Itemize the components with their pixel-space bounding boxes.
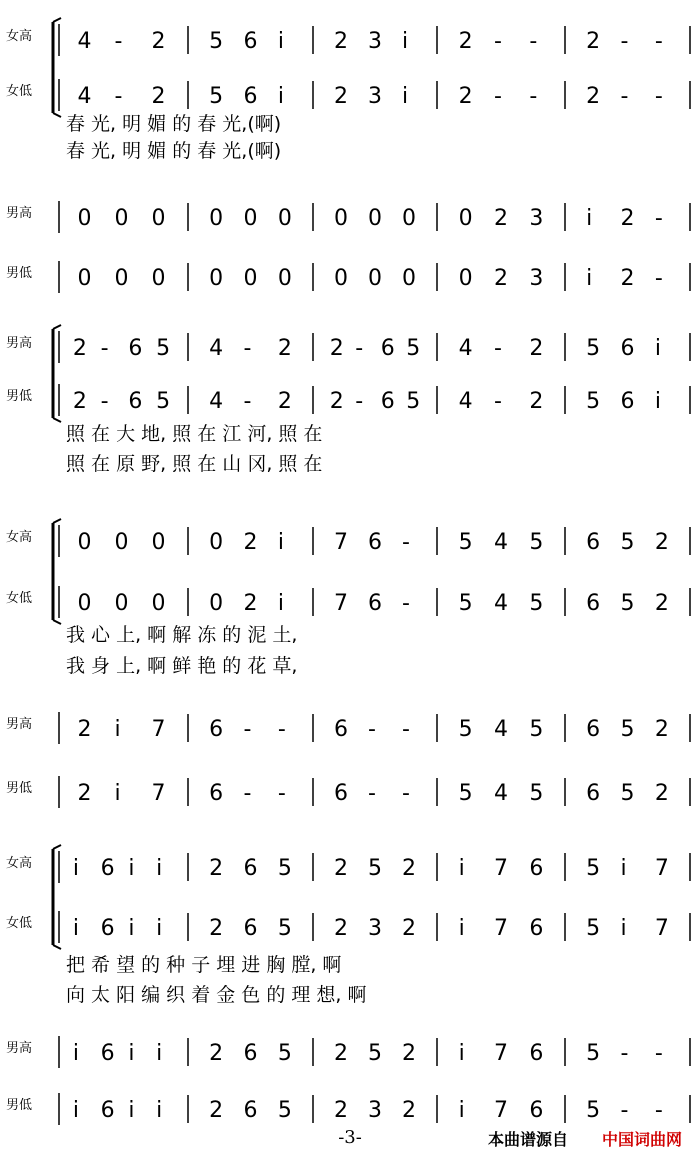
note: 2 [654, 530, 669, 555]
note: 2 [151, 29, 166, 54]
note: 6 [368, 530, 382, 555]
note: i [620, 856, 627, 881]
note: 6 [529, 856, 544, 881]
note: - [277, 717, 286, 742]
note: 6 [334, 717, 348, 742]
note: 3 [368, 29, 382, 54]
lyric-line: 把 希 望 的 种 子 埋 进 胸 膛, 啊 [66, 954, 342, 976]
note: 5 [586, 1098, 601, 1123]
note: 6 [586, 591, 601, 616]
note: - [654, 29, 663, 54]
note: i [277, 530, 284, 555]
note: 2 [72, 389, 87, 414]
note: 5 [620, 781, 635, 806]
note: 6 [209, 781, 224, 806]
note: 6 [128, 336, 143, 361]
system-bracket-bottom [53, 945, 61, 949]
note: - [243, 336, 252, 361]
note: - [402, 717, 410, 742]
note: 0 [277, 266, 292, 291]
note: - [529, 84, 538, 109]
note: 5 [277, 1098, 292, 1123]
system-bracket-top [53, 18, 61, 22]
note: 7 [494, 916, 508, 941]
note: - [368, 781, 376, 806]
note: 6 [209, 717, 224, 742]
note: 5 [277, 856, 292, 881]
note: 5 [156, 389, 171, 414]
note: - [620, 84, 629, 109]
note: 5 [368, 856, 382, 881]
note: 3 [368, 84, 382, 109]
note: 2 [654, 591, 669, 616]
note: 2 [209, 916, 224, 941]
note: 5 [529, 530, 544, 555]
note: - [494, 84, 502, 109]
note: i [654, 389, 661, 414]
note: 7 [334, 591, 348, 616]
footer-source-text: 本曲谱源自 [488, 1130, 569, 1149]
note: 2 [243, 530, 258, 555]
note: 6 [243, 29, 258, 54]
note: 2 [334, 916, 348, 941]
note: 2 [334, 84, 348, 109]
note: 4 [494, 717, 508, 742]
note: 5 [406, 389, 421, 414]
note: 6 [529, 916, 544, 941]
note: 0 [402, 206, 416, 231]
note: 5 [458, 717, 473, 742]
note: 6 [586, 717, 601, 742]
note: 6 [620, 389, 635, 414]
note: - [654, 84, 663, 109]
note: i [72, 916, 79, 941]
note: 6 [529, 1098, 544, 1123]
note: i [128, 1098, 135, 1123]
note: i [114, 717, 121, 742]
note: 2 [402, 1041, 416, 1066]
note: 2 [494, 206, 508, 231]
note: 2 [243, 591, 258, 616]
note: 6 [334, 781, 348, 806]
note: 2 [529, 336, 544, 361]
note: 2 [329, 336, 344, 361]
note: - [368, 717, 376, 742]
note: 6 [243, 84, 258, 109]
note: - [100, 389, 109, 414]
note: i [458, 1041, 465, 1066]
note: 2 [334, 29, 348, 54]
note: 0 [151, 591, 166, 616]
lyric-line: 照 在 大 地, 照 在 江 河, 照 在 [66, 423, 323, 445]
note: - [243, 781, 252, 806]
note: 0 [77, 266, 92, 291]
note: 0 [114, 530, 129, 555]
note: i [156, 1041, 163, 1066]
note: 5 [620, 717, 635, 742]
note: 2 [151, 84, 166, 109]
note: i [72, 856, 79, 881]
note: 6 [243, 916, 258, 941]
note: - [494, 29, 502, 54]
note: 3 [529, 206, 544, 231]
note: 4 [209, 389, 224, 414]
note: i [277, 84, 284, 109]
note: 2 [329, 389, 344, 414]
note: 4 [494, 781, 508, 806]
lyric-line: 我 心 上, 啊 解 冻 的 泥 土, [66, 624, 298, 646]
note: 0 [77, 591, 92, 616]
note: - [654, 206, 663, 231]
part-label: 男低 [6, 389, 33, 404]
note: 6 [368, 591, 382, 616]
part-label: 男低 [6, 781, 33, 796]
note: i [654, 336, 661, 361]
note: - [620, 1098, 629, 1123]
system-bracket-bottom [53, 113, 61, 117]
note: 5 [458, 530, 473, 555]
note: 0 [334, 266, 348, 291]
note: 2 [277, 336, 292, 361]
part-label: 男高 [6, 336, 33, 351]
note: 7 [494, 1041, 508, 1066]
note: 0 [114, 591, 129, 616]
note: 2 [209, 1098, 224, 1123]
note: - [402, 530, 410, 555]
system-bracket-top [53, 325, 61, 329]
note: - [494, 389, 502, 414]
note: 6 [100, 916, 115, 941]
note: 6 [380, 336, 395, 361]
note: 5 [529, 591, 544, 616]
note: - [494, 336, 502, 361]
note: 2 [72, 336, 87, 361]
note: 6 [100, 856, 115, 881]
note: 7 [151, 781, 166, 806]
note: - [114, 84, 123, 109]
note: 5 [406, 336, 421, 361]
note: 2 [654, 781, 669, 806]
note: 4 [494, 530, 508, 555]
note: 6 [100, 1098, 115, 1123]
note: i [128, 1041, 135, 1066]
note: 6 [100, 1041, 115, 1066]
note: 2 [620, 266, 635, 291]
note: 2 [77, 717, 92, 742]
lyric-line: 我 身 上, 啊 鲜 艳 的 花 草, [66, 655, 298, 677]
note: 5 [586, 336, 601, 361]
note: i [128, 856, 135, 881]
lyric-line: 向 太 阳 编 织 着 金 色 的 理 想, 啊 [66, 984, 367, 1006]
note: 5 [586, 1041, 601, 1066]
note: 0 [77, 530, 92, 555]
note: 6 [586, 781, 601, 806]
note: 2 [494, 266, 508, 291]
note: 5 [586, 856, 601, 881]
note: 4 [494, 591, 508, 616]
note: i [402, 84, 409, 109]
note: 0 [458, 206, 473, 231]
note: 3 [529, 266, 544, 291]
note: 0 [277, 206, 292, 231]
part-label: 男低 [6, 1098, 33, 1113]
note: 7 [494, 856, 508, 881]
part-label: 女低 [6, 591, 33, 606]
note: 0 [368, 266, 382, 291]
note: 3 [368, 916, 382, 941]
part-label: 男高 [6, 717, 33, 732]
page-number: -3- [338, 1127, 362, 1148]
note: 2 [277, 389, 292, 414]
note: 7 [151, 717, 166, 742]
note: 0 [368, 206, 382, 231]
note: 5 [156, 336, 171, 361]
note: 2 [586, 29, 601, 54]
note: i [156, 916, 163, 941]
note: 0 [151, 530, 166, 555]
note: 5 [620, 530, 635, 555]
note: 6 [620, 336, 635, 361]
note: i [277, 29, 284, 54]
note: 2 [77, 781, 92, 806]
part-label: 女低 [6, 916, 33, 931]
system-bracket-top [53, 519, 61, 523]
note: 6 [243, 1041, 258, 1066]
note: 5 [277, 916, 292, 941]
note: 4 [458, 389, 473, 414]
note: i [458, 916, 465, 941]
note: 0 [458, 266, 473, 291]
note: - [243, 389, 252, 414]
note: 5 [620, 591, 635, 616]
note: - [529, 29, 538, 54]
note: 5 [277, 1041, 292, 1066]
note: - [355, 389, 364, 414]
note: 4 [77, 84, 92, 109]
note: 2 [334, 856, 348, 881]
note: - [654, 266, 663, 291]
note: - [114, 29, 123, 54]
part-label: 女高 [6, 530, 33, 545]
note: 0 [114, 206, 129, 231]
note: 2 [458, 84, 473, 109]
note: 5 [529, 781, 544, 806]
system-bracket-bottom [53, 620, 61, 624]
note: i [72, 1041, 79, 1066]
note: i [156, 1098, 163, 1123]
note: - [243, 717, 252, 742]
note: - [355, 336, 364, 361]
note: 0 [209, 591, 224, 616]
note: - [100, 336, 109, 361]
note: 2 [334, 1041, 348, 1066]
note: 5 [209, 29, 224, 54]
note: 0 [114, 266, 129, 291]
note: 0 [77, 206, 92, 231]
footer-site-name: 中国词曲网 [602, 1130, 683, 1149]
note: 0 [209, 206, 224, 231]
note: 6 [380, 389, 395, 414]
note: 4 [77, 29, 92, 54]
note: 7 [334, 530, 348, 555]
note: 2 [402, 1098, 416, 1123]
note: 2 [458, 29, 473, 54]
note: 0 [334, 206, 348, 231]
note: - [620, 29, 629, 54]
note: 5 [458, 781, 473, 806]
lyric-line: 照 在 原 野, 照 在 山 冈, 照 在 [66, 453, 323, 475]
note: i [458, 1098, 465, 1123]
note: 7 [494, 1098, 508, 1123]
note: 2 [586, 84, 601, 109]
system-bracket-top [53, 845, 61, 849]
note: 4 [458, 336, 473, 361]
note: 3 [368, 1098, 382, 1123]
note: 2 [402, 856, 416, 881]
note: 0 [151, 266, 166, 291]
note: 6 [243, 856, 258, 881]
note: - [654, 1098, 663, 1123]
note: i [128, 916, 135, 941]
note: 5 [209, 84, 224, 109]
note: 5 [586, 916, 601, 941]
note: 2 [529, 389, 544, 414]
note: 2 [402, 916, 416, 941]
part-label: 女高 [6, 856, 33, 871]
note: 0 [209, 530, 224, 555]
lyric-line: 春 光, 明 媚 的 春 光,(啊) [66, 140, 282, 162]
note: - [402, 591, 410, 616]
note: i [586, 206, 593, 231]
note: 2 [209, 856, 224, 881]
note: 6 [586, 530, 601, 555]
note: i [72, 1098, 79, 1123]
note: - [402, 781, 410, 806]
note: 6 [128, 389, 143, 414]
note: i [620, 916, 627, 941]
part-label: 女低 [6, 84, 33, 99]
note: 5 [458, 591, 473, 616]
note: - [277, 781, 286, 806]
note: 5 [368, 1041, 382, 1066]
note: 0 [243, 206, 258, 231]
lyric-line: 春 光, 明 媚 的 春 光,(啊) [66, 113, 282, 135]
note: 5 [529, 717, 544, 742]
note: 5 [586, 389, 601, 414]
note: 7 [654, 856, 669, 881]
note: - [654, 1041, 663, 1066]
note: 0 [402, 266, 416, 291]
note: i [586, 266, 593, 291]
note: 2 [620, 206, 635, 231]
note: 0 [151, 206, 166, 231]
note: 7 [654, 916, 669, 941]
part-label: 男高 [6, 206, 33, 221]
note: 0 [243, 266, 258, 291]
note: i [114, 781, 121, 806]
note: 2 [209, 1041, 224, 1066]
note: i [402, 29, 409, 54]
note: i [458, 856, 465, 881]
note: i [156, 856, 163, 881]
note: 6 [529, 1041, 544, 1066]
part-label: 男低 [6, 266, 33, 281]
note: 4 [209, 336, 224, 361]
note: 2 [654, 717, 669, 742]
system-bracket-bottom [53, 418, 61, 422]
note: 2 [334, 1098, 348, 1123]
note: - [620, 1041, 629, 1066]
part-label: 女高 [6, 29, 33, 44]
note: i [277, 591, 284, 616]
part-label: 男高 [6, 1041, 33, 1056]
note: 0 [209, 266, 224, 291]
note: 6 [243, 1098, 258, 1123]
